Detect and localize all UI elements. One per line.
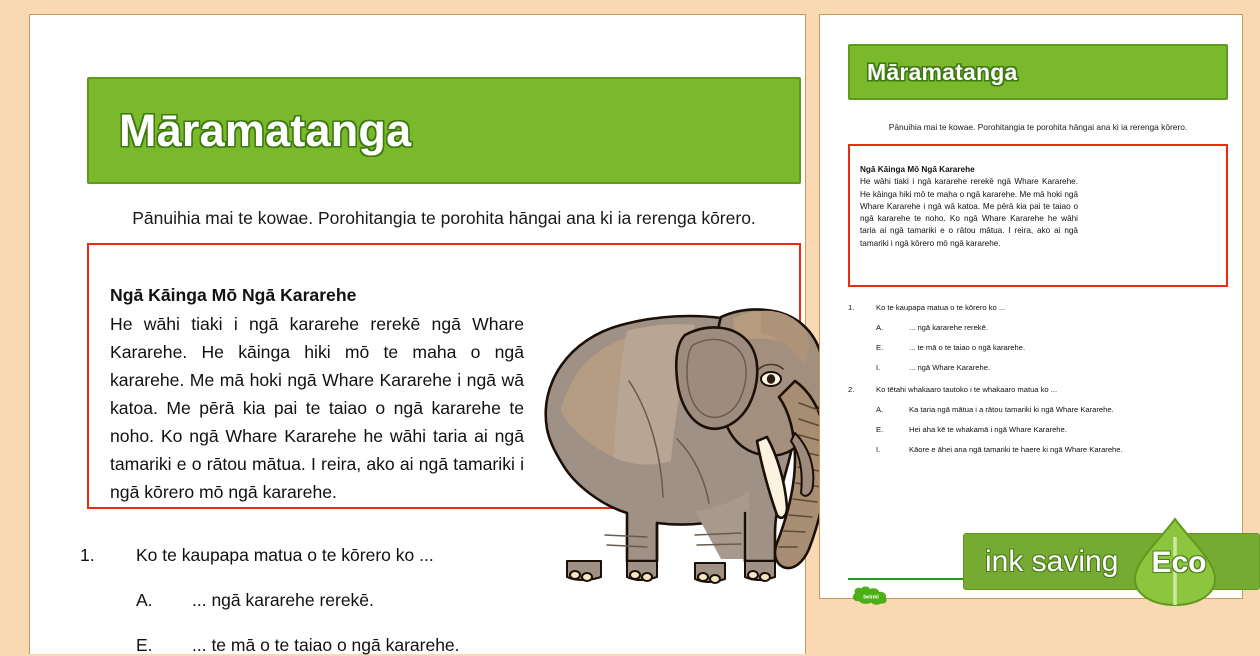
ink-saving-label: ink saving [985,544,1119,578]
question-number: 1. [848,303,855,312]
question-text: Ko te kaupapa matua o te kōrero ko ... [136,545,434,565]
option-row[interactable] [848,323,1228,332]
question-text: Ko tētahi whakaaro tautoko i te whakaaro matua ko ... [876,385,1058,394]
twinkl-logo [850,586,892,605]
option-text: ... te mā o te taiao o ngā kararehe. [909,343,1026,352]
question-row [80,545,580,566]
eco-label: Eco [1151,546,1207,579]
passage-heading: Ngā Kāinga Mō Ngā Kararehe [110,285,357,305]
option-row[interactable] [848,445,1228,454]
passage-thumbnail [860,164,1078,250]
option-text: Kāore e āhei ana ngā tamariki te haere ki ngā Whare Kararehe. [909,445,1123,454]
option-text: ... te mā o te taiao o ngā kararehe. [192,635,460,655]
option-letter: I. [876,363,881,372]
questions-thumbnail [848,303,1228,454]
question-text: Ko te kaupapa matua o te kōrero ko ... [876,303,1006,312]
passage-heading-thumbnail: Ngā Kāinga Mō Ngā Kararehe [860,165,975,174]
eco-badge [963,533,1260,590]
page-title-thumbnail: Māramatanga [867,58,1018,85]
question-row [848,385,1228,394]
page-title: Māramatanga [119,104,412,156]
option-letter: I. [876,445,881,454]
question-number: 1. [80,545,95,565]
passage-body-thumbnail: He wāhi tiaki i ngā kararehe rerekē ngā Whare Kararehe. He kāinga hiki mō te maha o ngā kararehe. Me mā hoki ngā Whare Kararehe i ngā wā katoa. Me pērā kia pai te taiao o ngā kararehe te noho. Ko ngā Whare Kararehe he wāhi taria ai ngā tamariki e o rātou mātua. I reira, ako ai ngā tamariki i ngā kōrero mō ngā kararehe. [860,177,1078,248]
option-letter: A. [136,590,153,610]
option-letter: E. [136,635,153,655]
option-letter: A. [876,323,884,332]
svg-text:twinkl: twinkl [863,594,879,601]
instruction-text-thumbnail: Pānuihia mai te kowae. Porohitangia te porohita hāngai ana ki ia rerenga kōrero. [888,122,1188,132]
question-block [848,385,1228,454]
title-banner-main [87,77,801,184]
worksheet-page-main [29,14,806,654]
option-row[interactable] [848,425,1228,434]
option-row[interactable] [80,635,580,656]
option-text: Hei aha kē te whakamā i ngā Whare Kararehe. [909,425,1067,434]
passage-body: He wāhi tiaki i ngā kararehe rerekē ngā Whare Kararehe. He kāinga hiki mō te maha o ngā kararehe. Me mā hoki ngā Whare Kararehe i ngā wā katoa. Me pērā kia pai te taiao o ngā kararehe te noho. Ko ngā Whare Kararehe he wāhi taria ai ngā tamariki e o rātou mātua. I reira, ako ai ngā tamariki i ngā kōrero mō ngā kararehe. [110,314,524,502]
option-row[interactable] [848,343,1228,352]
instruction-text-main: Pānuihia mai te kowae. Porohitangia te porohita hāngai ana ki ia rerenga kōrero. [132,208,756,228]
question-block [848,303,1228,372]
option-row[interactable] [848,363,1228,372]
option-text: ... ngā kararehe rerekē. [909,323,988,332]
question-block [80,545,580,656]
passage-main [110,281,524,506]
option-row[interactable] [80,590,580,611]
option-text: ... ngā kararehe rerekē. [192,590,374,610]
question-number: 2. [848,385,855,394]
question-row [848,303,1228,312]
questions-main [80,545,580,656]
option-row[interactable] [848,405,1228,414]
title-banner-thumbnail [848,44,1228,100]
option-text: ... ngā Whare Kararehe. [909,363,991,372]
option-letter: E. [876,425,884,434]
option-letter: E. [876,343,884,352]
option-letter: A. [876,405,884,414]
option-text: Ka taria ngā mātua i a rātou tamariki ki ngā Whare Kararehe. [909,405,1114,414]
worksheet-page-thumbnail [819,14,1243,599]
